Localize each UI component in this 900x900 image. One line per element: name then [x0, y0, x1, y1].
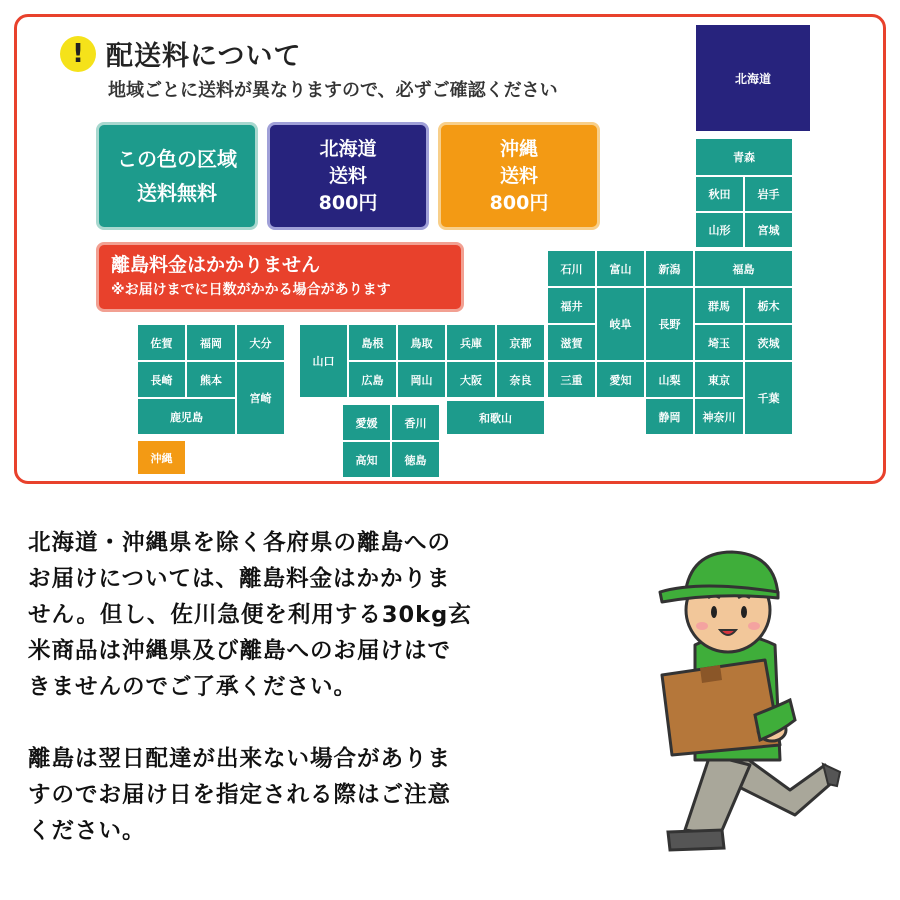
pref-fukushima: 福島	[694, 250, 793, 287]
pref-iwate: 岩手	[744, 176, 793, 212]
pref-miyazaki: 宮崎	[236, 361, 285, 435]
pref-nara: 奈良	[496, 361, 545, 398]
pref-osaka: 大阪	[446, 361, 496, 398]
pref-hyogo: 兵庫	[446, 324, 496, 361]
remote-island-line1: 離島料金はかかりません	[111, 254, 321, 276]
pref-shizuoka: 静岡	[645, 398, 694, 435]
pref-shiga: 滋賀	[547, 324, 596, 361]
pref-tochigi: 栃木	[744, 287, 793, 324]
pref-saitama: 埼玉	[694, 324, 744, 361]
exclamation-icon: !	[60, 36, 96, 72]
page-title: 配送料について	[106, 41, 302, 72]
pref-kagawa: 香川	[391, 404, 440, 441]
pref-akita: 秋田	[695, 176, 744, 212]
pref-ehime: 愛媛	[342, 404, 391, 441]
notice-line: 北海道・沖縄県を除く各府県の離島への	[28, 530, 452, 556]
pref-gunma: 群馬	[694, 287, 744, 324]
pref-ishikawa: 石川	[547, 250, 596, 287]
pref-mie: 三重	[547, 361, 596, 398]
notice-line: きませんのでご了承ください。	[28, 674, 358, 700]
pref-ibaraki: 茨城	[744, 324, 793, 361]
notice-line: せん。但し、佐川急便を利用する30kg玄	[28, 602, 472, 628]
okinawa-legend-line1: 沖縄	[499, 137, 538, 160]
hokkaido-legend-line3: 800円	[318, 191, 378, 214]
free-shipping-legend	[96, 122, 258, 230]
remote-island-line2: ※お届けまでに日数がかかる場合があります	[111, 282, 391, 298]
okinawa-legend-line2: 送料	[499, 164, 538, 187]
pref-chiba: 千葉	[744, 361, 793, 435]
pref-hokkaido: 北海道	[695, 24, 811, 132]
pref-hiroshima: 広島	[348, 361, 397, 398]
pref-tottori: 鳥取	[397, 324, 446, 361]
pref-aichi: 愛知	[596, 361, 645, 398]
notice-line: お届けについては、離島料金はかかりま	[28, 566, 451, 592]
pref-oita: 大分	[236, 324, 285, 361]
pref-wakayama: 和歌山	[446, 400, 545, 435]
pref-miyagi: 宮城	[744, 212, 793, 248]
pref-fukui: 福井	[547, 287, 596, 324]
pref-kanagawa: 神奈川	[694, 398, 744, 435]
pref-kochi: 高知	[342, 441, 391, 478]
notice-line: 米商品は沖縄県及び離島へのお届けはで	[28, 638, 452, 664]
pref-shimane: 島根	[348, 324, 397, 361]
pref-kagoshima: 鹿児島	[137, 398, 236, 435]
pref-niigata: 新潟	[645, 250, 694, 287]
notice-text	[28, 525, 618, 849]
delivery-person-illustration	[640, 540, 850, 860]
pref-saga: 佐賀	[137, 324, 186, 361]
pref-yamanashi: 山梨	[645, 361, 694, 398]
pref-toyama: 富山	[596, 250, 645, 287]
notice-line: ください。	[28, 818, 146, 844]
pref-okayama: 岡山	[397, 361, 446, 398]
notice-line: すのでお届け日を指定される際はご注意	[28, 782, 452, 808]
hokkaido-shipping-legend	[267, 122, 429, 230]
pref-kumamoto: 熊本	[186, 361, 236, 398]
free-legend-line2: 送料無料	[137, 181, 217, 205]
pref-nagasaki: 長崎	[137, 361, 186, 398]
pref-yamaguchi: 山口	[299, 324, 348, 398]
pref-kyoto: 京都	[496, 324, 545, 361]
pref-aomori: 青森	[695, 138, 793, 176]
hokkaido-legend-line2: 送料	[328, 164, 367, 187]
pref-yamagata: 山形	[695, 212, 744, 248]
page-subtitle: 地域ごとに送料が異なりますので、必ずご確認ください	[108, 80, 558, 101]
hokkaido-legend-line1: 北海道	[319, 137, 377, 160]
pref-fukuoka: 福岡	[186, 324, 236, 361]
okinawa-shipping-legend	[438, 122, 600, 230]
okinawa-legend-line3: 800円	[489, 191, 549, 214]
pref-nagano: 長野	[645, 287, 694, 361]
pref-okinawa: 沖縄	[137, 440, 186, 475]
free-legend-line1: この色の区域	[117, 147, 237, 171]
remote-island-notice	[96, 242, 464, 312]
pref-tokyo: 東京	[694, 361, 744, 398]
pref-gifu: 岐阜	[596, 287, 645, 361]
notice-line: 離島は翌日配達が出来ない場合がありま	[28, 746, 452, 772]
pref-tokushima: 徳島	[391, 441, 440, 478]
